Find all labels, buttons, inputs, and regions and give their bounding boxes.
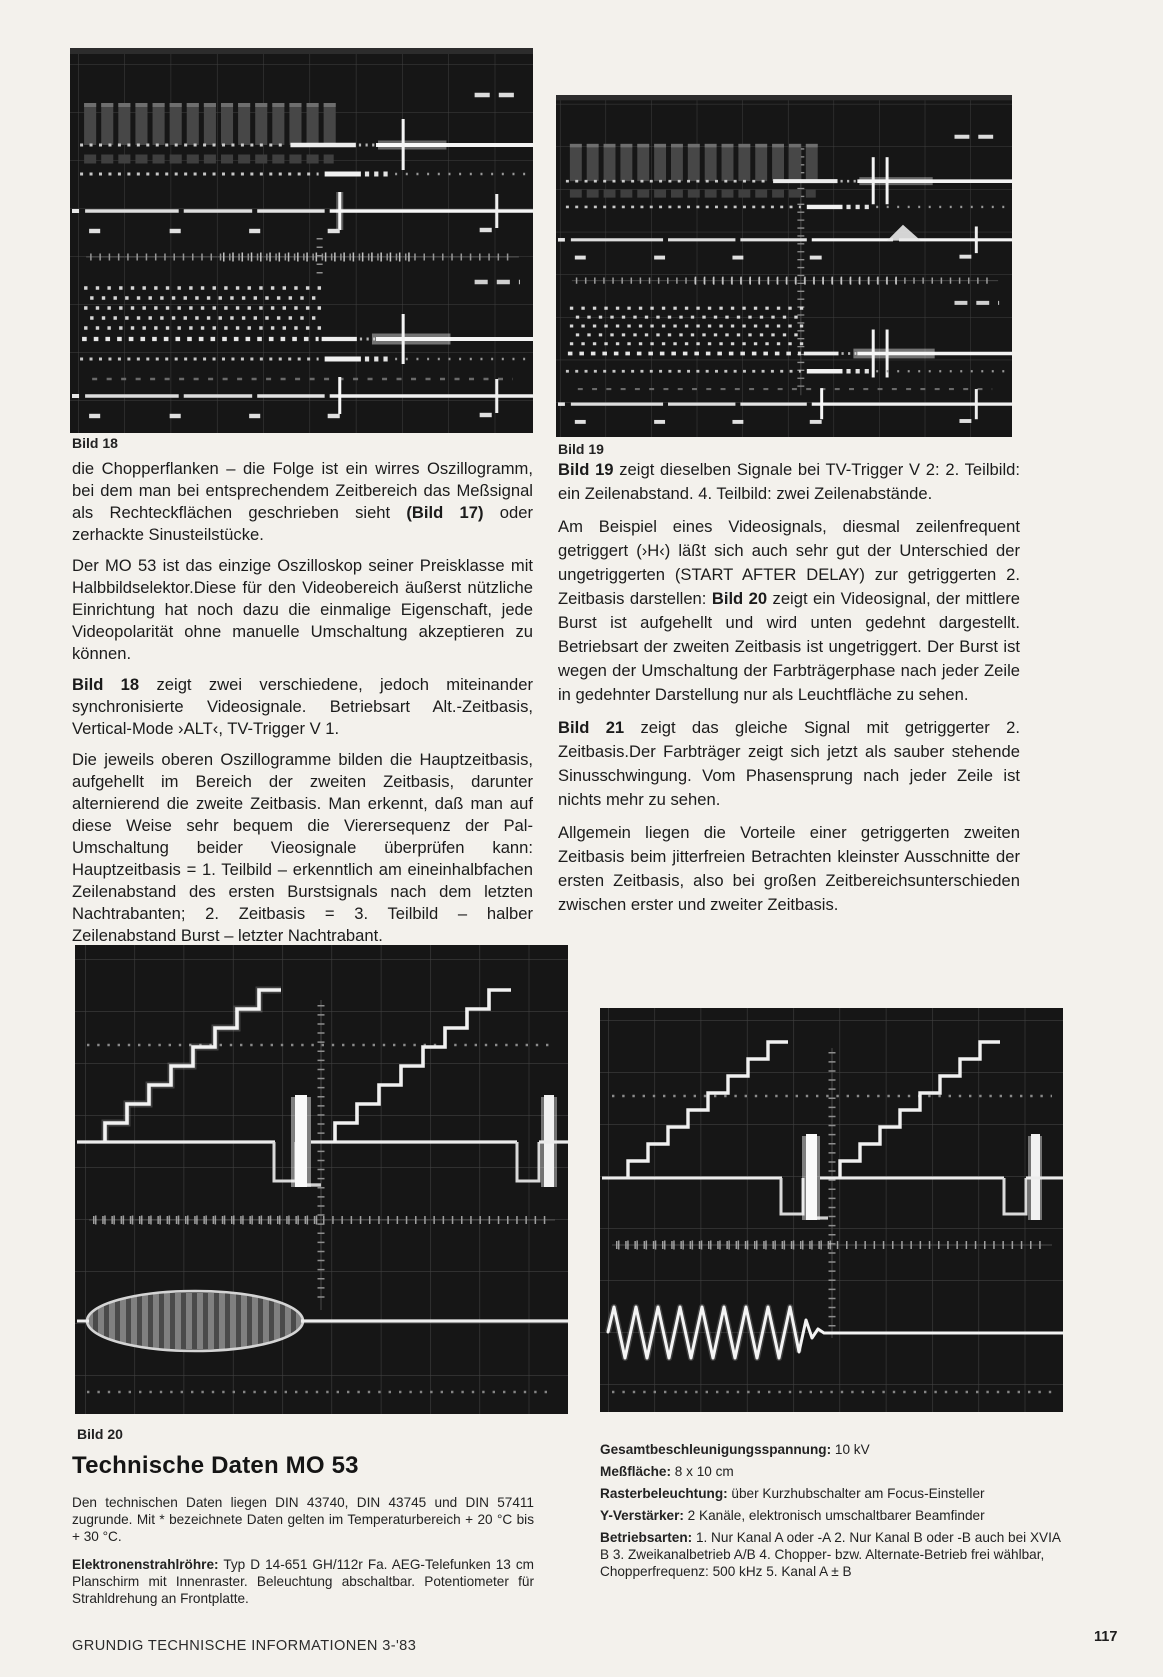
spec-line-graticule-illumination: Rasterbeleuchtung: über Kurzhubschalter am Focus-Einsteller	[600, 1486, 985, 1501]
paragraph: Allgemein liegen die Vorteile einer getriggerten zweiten Zeitbasis beim jitterfreien Betrachten kleinster Ausschnitte der ersten Zeitbasis, also bei großen Zeitbereichsunterschieden zwischen erster und zweiter Zeitbasis.	[558, 823, 1020, 914]
figure-bild18	[70, 48, 533, 433]
figure-bild19	[556, 95, 1012, 437]
tech-data-right	[600, 1441, 1068, 1585]
oscillogram-photo-bild21	[600, 1008, 1063, 1412]
text-column-left	[72, 458, 533, 956]
tech-data-left	[72, 1494, 534, 1618]
figure-bild21	[600, 1008, 1063, 1412]
caption-bild18: Bild 18	[72, 435, 118, 451]
paragraph: Bild 18 zeigt zwei verschiedene, jedoch miteinander synchronisierte Videosignale. Betriebsart Alt.-Zeitbasis, Vertical-Mode ›ALT‹, TV-Trigger V 1.	[72, 675, 533, 738]
tech-tube-paragraph: Elektronenstrahlröhre: Typ D 14-651 GH/112r Fa. AEG-Telefunken 13 cm Planschirm mit Innenraster. Beleuchtung abschaltbar. Potentiometer für Strahldrehung an Frontplatte.	[72, 1557, 534, 1606]
caption-bild20: Bild 20	[77, 1426, 123, 1442]
figure-bild20	[75, 945, 568, 1414]
tech-intro-paragraph: Den technischen Daten liegen DIN 43740, DIN 43745 und DIN 57411 zugrunde. Mit * bezeichnete Daten gelten im Temperaturbereich + 20 °C bis + 30 °C.	[72, 1495, 534, 1544]
spec-line-measuring-area: Meßfläche: 8 x 10 cm	[600, 1464, 734, 1479]
oscillogram-photo-bild18	[70, 48, 533, 433]
caption-bild19: Bild 19	[558, 441, 604, 457]
tech-data-heading: Technische Daten MO 53	[72, 1452, 359, 1479]
oscillogram-photo-bild20	[75, 945, 568, 1414]
spec-line-y-amplifier: Y-Verstärker: 2 Kanäle, elektronisch umschaltbarer Beamfinder	[600, 1508, 985, 1523]
paragraph: Bild 21 zeigt das gleiche Signal mit getriggerter 2. Zeitbasis.Der Farbträger zeigt sich jetzt als sauber stehende Sinusschwingung. Vom Phasensprung nach jeder Zeile ist nichts mehr zu sehen.	[558, 718, 1020, 809]
paragraph: die Chopperflanken – die Folge ist ein wirres Oszillogramm, bei dem man bei entsprechendem Zeitbereich das Meßsignal als Rechteckflächen geschrieben sieht (Bild 17) oder zerhackte Sinusteilstücke.	[72, 459, 534, 544]
spec-line-acceleration-voltage: Gesamtbeschleunigungsspannung: 10 kV	[600, 1442, 870, 1457]
oscillogram-photo-bild19	[556, 95, 1012, 437]
spec-line-operating-modes: Betriebsarten: 1. Nur Kanal A oder -A 2. Nur Kanal B oder -B auch bei XVIA B 3. Zweikanalbetrieb A/B 4. Chopper- bzw. Alternate-Betrieb frei wählbar, Chopperfrequenz: 500 kHz 5. Kanal A ± B	[600, 1530, 1061, 1579]
journal-footer: GRUNDIG TECHNISCHE INFORMATIONEN 3-'83	[72, 1638, 417, 1654]
text-column-right	[558, 458, 1020, 926]
paragraph: Am Beispiel eines Videosignals, diesmal zeilenfrequent getriggert (›H‹) läßt sich auch sehr gut der Unterschied der ungetriggerten (START AFTER DELAY) zur getriggerten 2. Zeitbasis darstellen: Bild 20 zeigt ein Videosignal, der mittlere Burst ist aufgehellt und wird unten gedehnt dargestellt. Betriebsart der zweiten Zeitbasis ist ungetriggert. Der Burst ist wegen der Umschaltung der Farbträgerphase nach jeder Zeile in gedehnter Darstellung nur als Leuchtfläche zu sehen.	[558, 517, 1020, 704]
paragraph: Bild 19 zeigt dieselben Signale bei TV-Trigger V 2: 2. Teilbild: ein Zeilenabstand. 4. Teilbild: zwei Zeilenabstände.	[558, 460, 1020, 503]
page-number: 117	[1094, 1629, 1118, 1645]
paragraph: Die jeweils oberen Oszillogramme bilden die Hauptzeitbasis, aufgehellt im Bereich der zweiten Zeitbasis, darunter alternierend die zweite Zeitbasis. Man erkennt, daß man auf diese Weise sehr bequem die Vierersequenz der Pal-Umschaltung beider Vieosignale überprüfen kann: Hauptzeitbasis = 1. Teilbild – erkenntlich am eineinhalbfachen Zeilenabstand des ersten Burstsignals nach dem letzten Nachtrabanten; 2. Zeitbasis = 3. Teilbild – halber Zeilenabstand Burst – letzter Nachtrabant.	[72, 750, 533, 945]
paragraph: Der MO 53 ist das einzige Oszilloskop seiner Preisklasse mit Halbbildselektor.Diese für den Videobereich äußerst nützliche Einrichtung hat noch dazu die einmalige Eigenschaft, jede Videopolarität ohne manuelle Umschaltung akzeptieren zu können.	[72, 556, 533, 663]
